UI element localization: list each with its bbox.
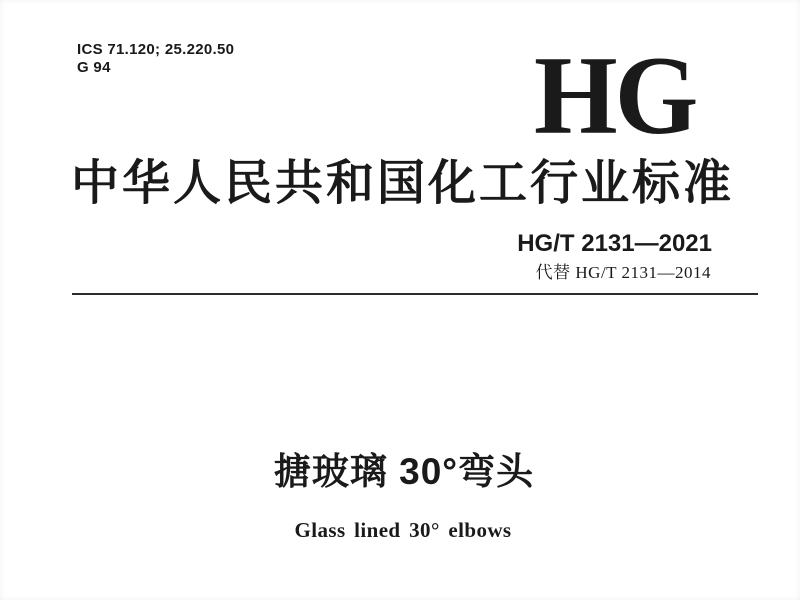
standard-number: HG/T 2131—2021 [517,230,712,257]
ics-code: ICS 71.120; 25.220.50 [77,41,235,58]
document-title-english: Glass lined 30° elbows [294,518,512,542]
standard-heading: 中华人民共和国化工行业标准 [71,157,735,210]
replaces-note: 代替 HG/T 2131—2014 [535,263,711,282]
header-divider-rule [72,293,758,295]
document-title-chinese: 搪玻璃 30°弯头 [273,451,535,492]
hg-logo: HG [534,34,696,158]
classification-code: G 94 [77,59,111,76]
